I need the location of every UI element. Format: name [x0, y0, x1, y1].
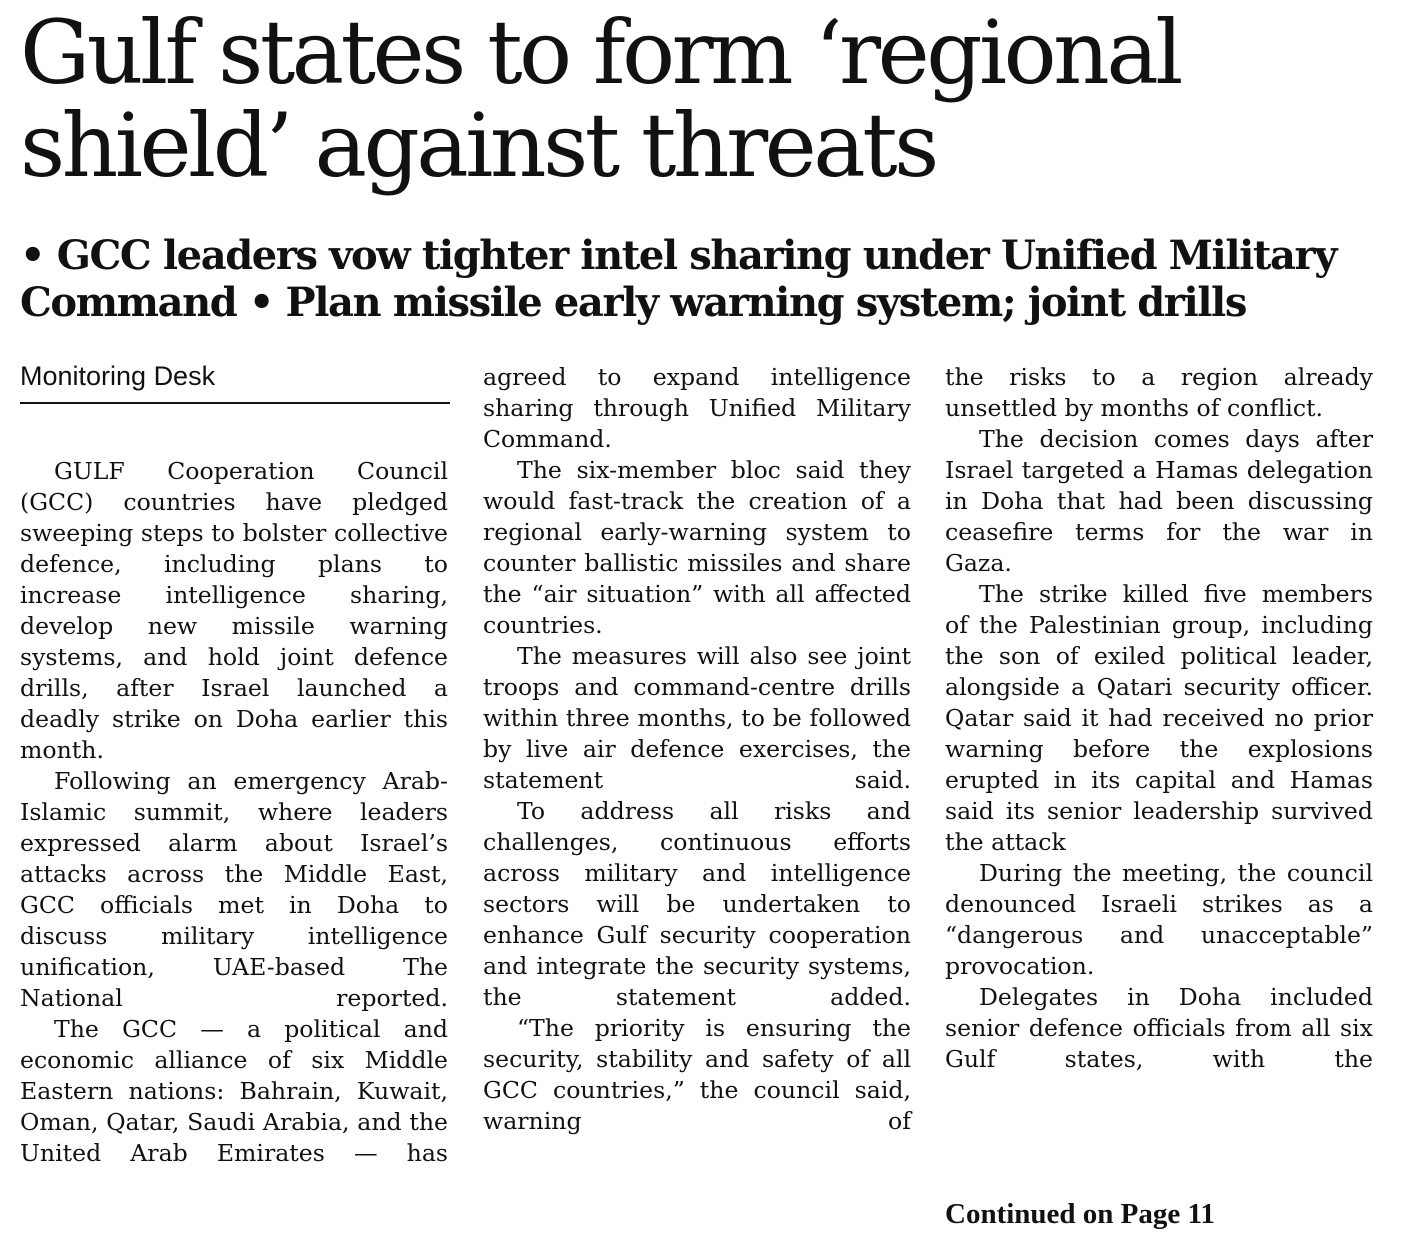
continued-on-page-link[interactable]: Continued on Page 11 [945, 1198, 1215, 1230]
paragraph: the risks to a region already unsettled by months of conflict. [945, 363, 1373, 422]
article-column-3 [945, 362, 1373, 1075]
subheadline-line-1: • GCC leaders vow tighter intel sharing under Unified Military [20, 232, 1337, 279]
byline: Monitoring Desk [20, 358, 450, 404]
subheadline-line-2: Command • Plan missile early warning system; joint drills [20, 279, 1246, 326]
headline-line-2: shield’ against threats [20, 94, 936, 197]
paragraph: “The priority is ensuring the security, stability and safety of all GCC countries,” the council said, warning of [483, 1014, 911, 1135]
paragraph: Delegates in Doha included senior defence officials from all six Gulf states, with the [945, 983, 1373, 1073]
paragraph: The six-member bloc said they would fast-track the creation of a regional early-warning system to counter ballistic missiles and share the “air situation” with all affected countries. [483, 456, 911, 639]
subheadline [20, 232, 1395, 326]
article-column-2 [483, 362, 911, 1137]
paragraph: During the meeting, the council denounced Israeli strikes as a “dangerous and unacceptable” provocation. [945, 859, 1373, 980]
article-column-1 [20, 456, 448, 1169]
paragraph: The decision comes days after Israel targeted a Hamas delegation in Doha that had been discussing ceasefire terms for the war in Gaza. [945, 425, 1373, 577]
headline [20, 1, 1390, 197]
paragraph: Following an emergency Arab-Islamic summit, where leaders expressed alarm about Israel’s attacks across the Middle East, GCC officials met in Doha to discuss military intelligence unification, UAE-based The National reported. [20, 767, 448, 1012]
paragraph: GULF Cooperation Council (GCC) countries have pledged sweeping steps to bolster collective defence, including plans to increase intelligence sharing, develop new missile warning systems, and hold joint defence drills, after Israel launched a deadly strike on Doha earlier this month. [20, 457, 448, 764]
paragraph: The GCC — a political and economic alliance of six Middle Eastern nations: Bahrain, Kuwait, Oman, Qatar, Saudi Arabia, and the United Arab Emirates — has [20, 1015, 448, 1167]
paragraph: To address all risks and challenges, continuous efforts across military and intelligence sectors will be undertaken to enhance Gulf security cooperation and integrate the security systems, the statement added. [483, 797, 911, 1011]
paragraph: agreed to expand intelligence sharing through Unified Military Command. [483, 363, 911, 453]
paragraph: The measures will also see joint troops and command-centre drills within three months, to be followed by live air defence exercises, the statement said. [483, 642, 911, 794]
paragraph: The strike killed five members of the Palestinian group, including the son of exiled political leader, alongside a Qatari security officer. Qatar said it had received no prior warning before the explosions erupted in its capital and Hamas said its senior leadership survived the attack [945, 580, 1373, 856]
headline-line-1: Gulf states to form ‘regional [20, 1, 1180, 104]
